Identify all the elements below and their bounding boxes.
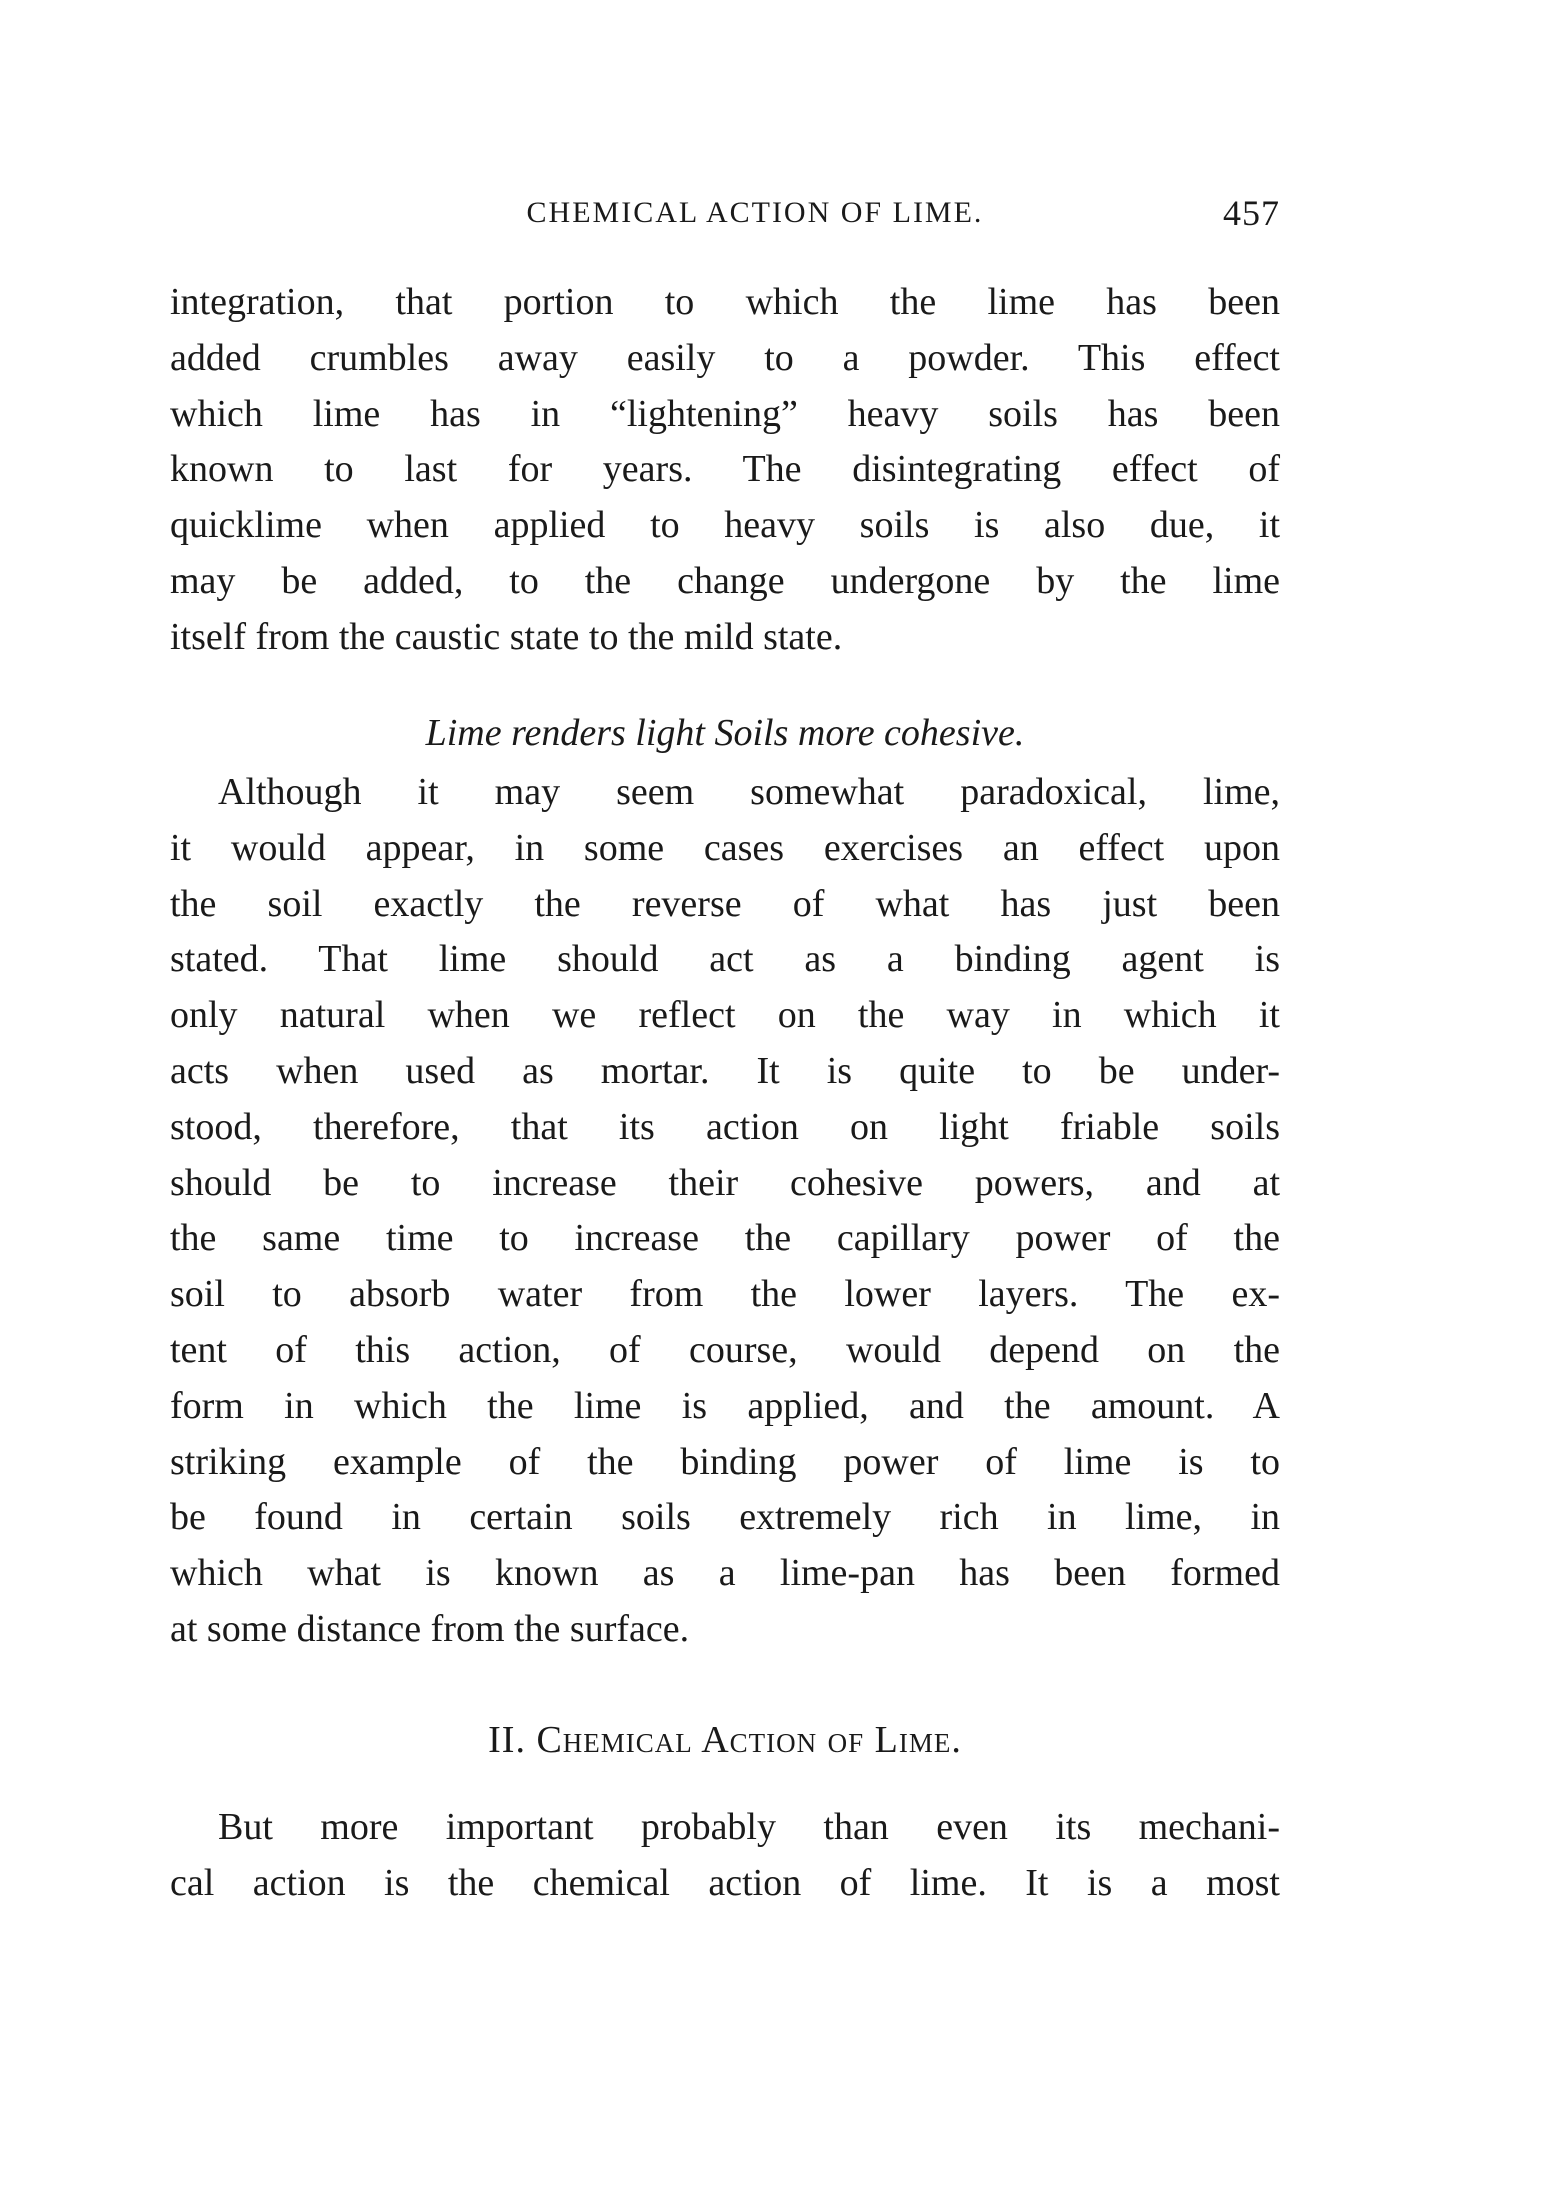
text-line: integration, that portion to which the lime has been (170, 281, 1280, 323)
section-title: Chemical Action of Lime. (536, 1719, 962, 1761)
text-line: it would appear, in some cases exercises an effect upon (170, 826, 1280, 869)
text-line: be found in certain soils extremely rich in lime, in (170, 1496, 1280, 1539)
text-line: stated. That lime should act as a binding agent is (170, 938, 1280, 981)
text-line: tent of this action, of course, would depend on the (170, 1328, 1280, 1371)
section-numeral: II. (488, 1719, 526, 1761)
text-line: the soil exactly the reverse of what has just been (170, 882, 1280, 925)
text-line: the same time to increase the capillary power of the (170, 1217, 1280, 1260)
text-line: soil to absorb water from the lower layers. The ex- (170, 1273, 1280, 1316)
paragraph-1 (170, 275, 1280, 666)
text-line: added crumbles away easily to a powder. This effect (170, 336, 1280, 379)
text-line: striking example of the binding power of lime is to (170, 1440, 1280, 1483)
text-line: only natural when we reflect on the way in which it (170, 994, 1280, 1037)
text-line: at some distance from the surface. (170, 1607, 690, 1650)
text-line: which lime has in “lightening” heavy soils has been (170, 392, 1280, 435)
text-line: cal action is the chemical action of lime. It is a most (170, 1861, 1280, 1904)
subheading: Lime renders light Soils more cohesive. (425, 712, 1025, 754)
text-line: may be added, to the change undergone by the lime (170, 559, 1280, 602)
text-line: should be to increase their cohesive powers, and at (170, 1161, 1280, 1204)
text-line: itself from the caustic state to the mild state. (170, 615, 843, 658)
section-heading (170, 1712, 1280, 1768)
running-head: CHEMICAL ACTION OF LIME. (526, 196, 984, 229)
text-line: acts when used as mortar. It is quite to be under- (170, 1049, 1280, 1092)
page-header (170, 188, 1280, 238)
text-line: quicklime when applied to heavy soils is also due, it (170, 504, 1280, 547)
paragraph-2 (170, 765, 1280, 1658)
text-line: which what is known as a lime-pan has been formed (170, 1552, 1280, 1595)
page-number: 457 (1223, 193, 1280, 233)
paragraph-3 (170, 1800, 1280, 1912)
text-line: form in which the lime is applied, and the amount. A (170, 1384, 1280, 1427)
text-line: known to last for years. The disintegrating effect of (170, 448, 1280, 491)
text-line: Although it may seem somewhat paradoxical, lime, (218, 771, 1280, 813)
text-line: But more important probably than even its mechani- (218, 1806, 1280, 1848)
text-line: stood, therefore, that its action on light friable soils (170, 1105, 1280, 1148)
